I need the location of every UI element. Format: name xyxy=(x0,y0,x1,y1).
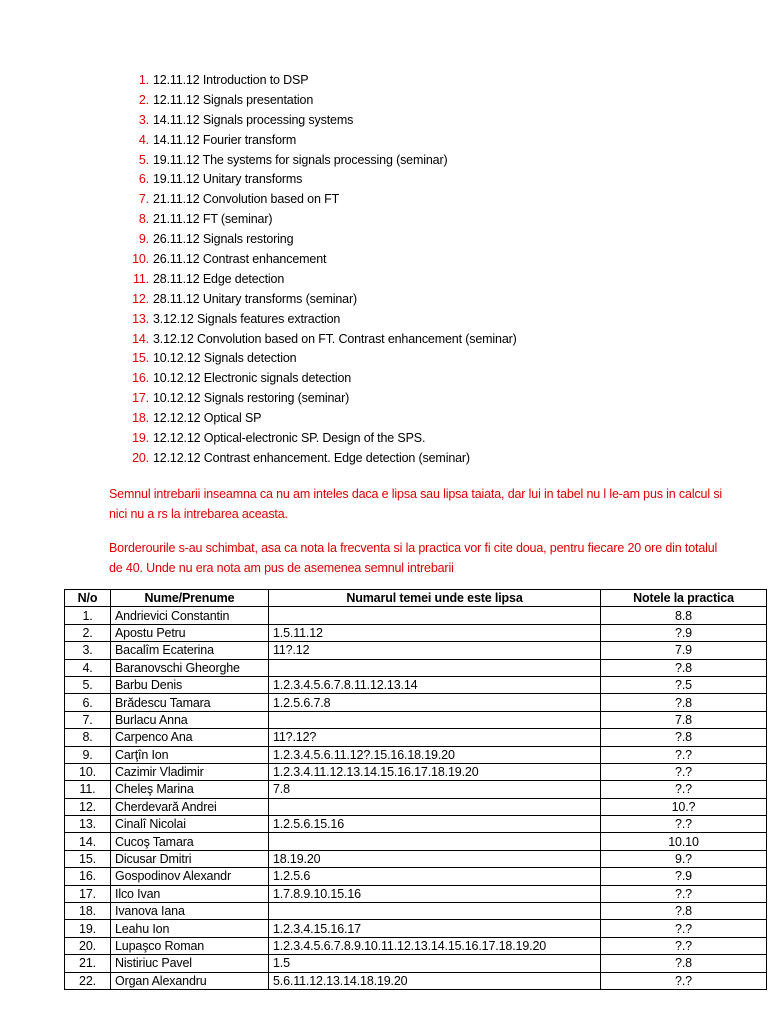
lesson-text: 26.11.12 Contrast enhancement xyxy=(153,252,327,267)
lesson-item xyxy=(115,429,517,449)
question-mark-note: Semnul intrebarii inseamna ca nu am inteles daca e lipsa sau lipsa taiata, dar lui in tabel nu l le-am pus in calcul si nici nu a rs la intrebarea aceasta. xyxy=(109,487,723,521)
lesson-text: 21.11.12 FT (seminar) xyxy=(153,212,273,227)
cell-number: 8. xyxy=(65,729,111,746)
lesson-item xyxy=(115,369,517,389)
lesson-number: 20. xyxy=(132,450,149,465)
lesson-item xyxy=(115,91,517,111)
cell-student-name: Cucoş Tamara xyxy=(111,833,269,850)
lesson-number: 19. xyxy=(132,431,149,446)
cell-student-name: Bacalîm Ecaterina xyxy=(111,642,269,659)
cell-student-name: Cherdevară Andrei xyxy=(111,798,269,815)
cell-absence-topics xyxy=(269,659,601,676)
cell-practice-grades: ?.? xyxy=(601,937,767,954)
cell-student-name: Apostu Petru xyxy=(111,624,269,641)
cell-student-name: Ilco Ivan xyxy=(111,885,269,902)
cell-practice-grades: 10.10 xyxy=(601,833,767,850)
cell-number: 17. xyxy=(65,885,111,902)
grades-note: Borderourile s-au schimbat, asa ca nota la frecventa si la practica vor fi cite doua, pentru fiecare 20 ore din totalul de 40. Unde nu era nota am pus de asemenea semnul intrebarii xyxy=(109,541,718,575)
cell-student-name: Baranovschi Gheorghe xyxy=(111,659,269,676)
cell-student-name: Carţîn Ion xyxy=(111,746,269,763)
lesson-text: 14.11.12 Signals processing systems xyxy=(153,112,354,127)
cell-practice-grades: 8.8 xyxy=(601,607,767,624)
cell-number: 22. xyxy=(65,972,111,989)
table-body xyxy=(65,607,767,990)
lesson-text: 12.11.12 Introduction to DSP xyxy=(153,73,309,87)
lesson-item xyxy=(115,449,517,469)
cell-practice-grades: ?.? xyxy=(601,816,767,833)
lesson-item xyxy=(115,409,517,429)
cell-student-name: Gospodinov Alexandr xyxy=(111,868,269,885)
cell-number: 21. xyxy=(65,955,111,972)
lesson-text: 12.12.12 Contrast enhancement. Edge detection (seminar) xyxy=(153,450,470,465)
cell-absence-topics xyxy=(269,903,601,920)
cell-absence-topics: 7.8 xyxy=(269,781,601,798)
cell-number: 16. xyxy=(65,868,111,885)
cell-absence-topics xyxy=(269,607,601,624)
table-row xyxy=(65,781,767,798)
cell-practice-grades: ?.9 xyxy=(601,624,767,641)
cell-practice-grades: ?.? xyxy=(601,972,767,989)
lesson-list xyxy=(115,71,517,469)
cell-number: 4. xyxy=(65,659,111,676)
cell-absence-topics: 1.5 xyxy=(269,955,601,972)
lesson-text: 12.11.12 Signals presentation xyxy=(153,92,314,107)
table-row xyxy=(65,816,767,833)
lesson-item xyxy=(115,330,517,350)
cell-absence-topics: 18.19.20 xyxy=(269,850,601,867)
cell-absence-topics: 1.2.3.4.15.16.17 xyxy=(269,920,601,937)
lesson-item xyxy=(115,310,517,330)
lesson-item xyxy=(115,170,517,190)
lesson-text: 10.12.12 Electronic signals detection xyxy=(153,371,352,386)
cell-absence-topics: 1.2.3.4.11.12.13.14.15.16.17.18.19.20 xyxy=(269,763,601,780)
cell-practice-grades: 7.8 xyxy=(601,711,767,728)
lesson-item xyxy=(115,190,517,210)
cell-absence-topics: 1.2.3.4.5.6.7.8.9.10.11.12.13.14.15.16.17.18.19.20 xyxy=(269,937,601,954)
table-row xyxy=(65,642,767,659)
lesson-text: 19.11.12 Unitary transforms xyxy=(153,172,303,187)
lesson-number: 5. xyxy=(138,152,149,167)
cell-absence-topics: 1.2.3.4.5.6.7.8.11.12.13.14 xyxy=(269,676,601,693)
cell-number: 12. xyxy=(65,798,111,815)
lesson-number: 15. xyxy=(132,351,149,366)
table-row xyxy=(65,850,767,867)
cell-student-name: Cazimir Vladimir xyxy=(111,763,269,780)
table-row xyxy=(65,607,767,624)
cell-number: 15. xyxy=(65,850,111,867)
cell-number: 2. xyxy=(65,624,111,641)
cell-number: 1. xyxy=(65,607,111,624)
table-row xyxy=(65,624,767,641)
cell-number: 19. xyxy=(65,920,111,937)
lesson-text: 10.12.12 Signals restoring (seminar) xyxy=(153,391,350,406)
lesson-number: 14. xyxy=(132,331,149,346)
cell-absence-topics: 11?.12? xyxy=(269,729,601,746)
cell-practice-grades: ?.? xyxy=(601,781,767,798)
cell-number: 13. xyxy=(65,816,111,833)
lesson-number: 9. xyxy=(138,232,149,247)
cell-absence-topics: 1.2.5.6 xyxy=(269,868,601,885)
lesson-text: 28.11.12 Edge detection xyxy=(153,271,285,286)
cell-student-name: Leahu Ion xyxy=(111,920,269,937)
lesson-text: 21.11.12 Convolution based on FT xyxy=(153,192,340,207)
cell-absence-topics xyxy=(269,833,601,850)
cell-absence-topics: 1.5.11.12 xyxy=(269,624,601,641)
cell-practice-grades: 7.9 xyxy=(601,642,767,659)
table-row xyxy=(65,659,767,676)
cell-student-name: Nistiriuc Pavel xyxy=(111,955,269,972)
lesson-number: 13. xyxy=(132,311,149,326)
lesson-number: 2. xyxy=(138,92,149,107)
header-practice-grades: Notele la practica xyxy=(601,590,767,607)
cell-absence-topics: 11?.12 xyxy=(269,642,601,659)
cell-absence-topics: 1.2.3.4.5.6.11.12?.15.16.18.19.20 xyxy=(269,746,601,763)
lesson-number: 7. xyxy=(138,192,149,207)
table-row xyxy=(65,920,767,937)
cell-practice-grades: ?.8 xyxy=(601,903,767,920)
cell-practice-grades: ?.? xyxy=(601,763,767,780)
table-row xyxy=(65,868,767,885)
cell-number: 10. xyxy=(65,763,111,780)
cell-number: 18. xyxy=(65,903,111,920)
cell-number: 7. xyxy=(65,711,111,728)
lesson-text: 19.11.12 The systems for signals processing (seminar) xyxy=(153,152,448,167)
lesson-item xyxy=(115,290,517,310)
cell-student-name: Dicusar Dmitri xyxy=(111,850,269,867)
cell-student-name: Barbu Denis xyxy=(111,676,269,693)
lesson-number: 4. xyxy=(138,132,149,147)
lesson-item xyxy=(115,250,517,270)
cell-practice-grades: 9.? xyxy=(601,850,767,867)
cell-practice-grades: ?.? xyxy=(601,885,767,902)
lesson-number: 11. xyxy=(133,271,149,286)
cell-student-name: Brădescu Tamara xyxy=(111,694,269,711)
cell-practice-grades: ?.9 xyxy=(601,868,767,885)
table-row xyxy=(65,798,767,815)
table-row xyxy=(65,833,767,850)
header-name: Nume/Prenume xyxy=(111,590,269,607)
lesson-number: 1. xyxy=(138,73,149,87)
cell-absence-topics xyxy=(269,711,601,728)
cell-student-name: Organ Alexandru xyxy=(111,972,269,989)
cell-student-name: Carpenco Ana xyxy=(111,729,269,746)
cell-practice-grades: ?.? xyxy=(601,920,767,937)
lesson-number: 18. xyxy=(132,411,149,426)
lesson-item xyxy=(115,210,517,230)
table-row xyxy=(65,729,767,746)
table-row xyxy=(65,746,767,763)
table-row xyxy=(65,903,767,920)
cell-practice-grades: 10.? xyxy=(601,798,767,815)
cell-student-name: Lupaşco Roman xyxy=(111,937,269,954)
cell-number: 6. xyxy=(65,694,111,711)
lesson-number: 3. xyxy=(138,112,149,127)
cell-practice-grades: ?.? xyxy=(601,746,767,763)
lesson-item xyxy=(115,230,517,250)
table-row xyxy=(65,676,767,693)
cell-number: 20. xyxy=(65,937,111,954)
cell-student-name: Andrievici Constantin xyxy=(111,607,269,624)
lesson-text: 12.12.12 Optical-electronic SP. Design of the SPS. xyxy=(153,431,426,446)
header-absence-topics: Numarul temei unde este lipsa xyxy=(269,590,601,607)
cell-number: 11. xyxy=(65,781,111,798)
header-number: N/o xyxy=(65,590,111,607)
cell-number: 5. xyxy=(65,676,111,693)
cell-practice-grades: ?.8 xyxy=(601,955,767,972)
lesson-text: 14.11.12 Fourier transform xyxy=(153,132,297,147)
cell-practice-grades: ?.8 xyxy=(601,659,767,676)
cell-absence-topics: 1.7.8.9.10.15.16 xyxy=(269,885,601,902)
table-row xyxy=(65,885,767,902)
cell-practice-grades: ?.8 xyxy=(601,694,767,711)
lesson-item xyxy=(115,349,517,369)
cell-student-name: Burlacu Anna xyxy=(111,711,269,728)
table-row xyxy=(65,763,767,780)
lesson-text: 12.12.12 Optical SP xyxy=(153,411,262,426)
lesson-item xyxy=(115,270,517,290)
lesson-number: 16. xyxy=(132,371,149,386)
lesson-number: 17. xyxy=(132,391,149,406)
cell-practice-grades: ?.5 xyxy=(601,676,767,693)
table-header-row xyxy=(65,590,767,607)
lesson-item xyxy=(115,151,517,171)
lesson-number: 6. xyxy=(138,172,149,187)
cell-absence-topics: 1.2.5.6.7.8 xyxy=(269,694,601,711)
cell-student-name: Cinalî Nicolai xyxy=(111,816,269,833)
lesson-number: 8. xyxy=(138,212,149,227)
lesson-text: 26.11.12 Signals restoring xyxy=(153,232,294,247)
lesson-text: 10.12.12 Signals detection xyxy=(153,351,297,366)
lesson-item xyxy=(115,71,517,91)
table-row xyxy=(65,711,767,728)
table-row xyxy=(65,972,767,989)
lesson-text: 28.11.12 Unitary transforms (seminar) xyxy=(153,291,358,306)
lesson-item xyxy=(115,389,517,409)
cell-student-name: Cheleş Marina xyxy=(111,781,269,798)
lesson-text: 3.12.12 Convolution based on FT. Contrast enhancement (seminar) xyxy=(153,331,517,346)
cell-absence-topics xyxy=(269,798,601,815)
table-row xyxy=(65,694,767,711)
lesson-item xyxy=(115,131,517,151)
cell-student-name: Ivanova Iana xyxy=(111,903,269,920)
lesson-number: 12. xyxy=(132,291,149,306)
cell-number: 14. xyxy=(65,833,111,850)
lesson-number: 10. xyxy=(132,252,149,267)
cell-absence-topics: 1.2.5.6.15.16 xyxy=(269,816,601,833)
grades-table xyxy=(64,589,767,990)
cell-practice-grades: ?.8 xyxy=(601,729,767,746)
cell-number: 9. xyxy=(65,746,111,763)
cell-absence-topics: 5.6.11.12.13.14.18.19.20 xyxy=(269,972,601,989)
table-row xyxy=(65,937,767,954)
cell-number: 3. xyxy=(65,642,111,659)
lesson-item xyxy=(115,111,517,131)
table-row xyxy=(65,955,767,972)
lesson-text: 3.12.12 Signals features extraction xyxy=(153,311,341,326)
